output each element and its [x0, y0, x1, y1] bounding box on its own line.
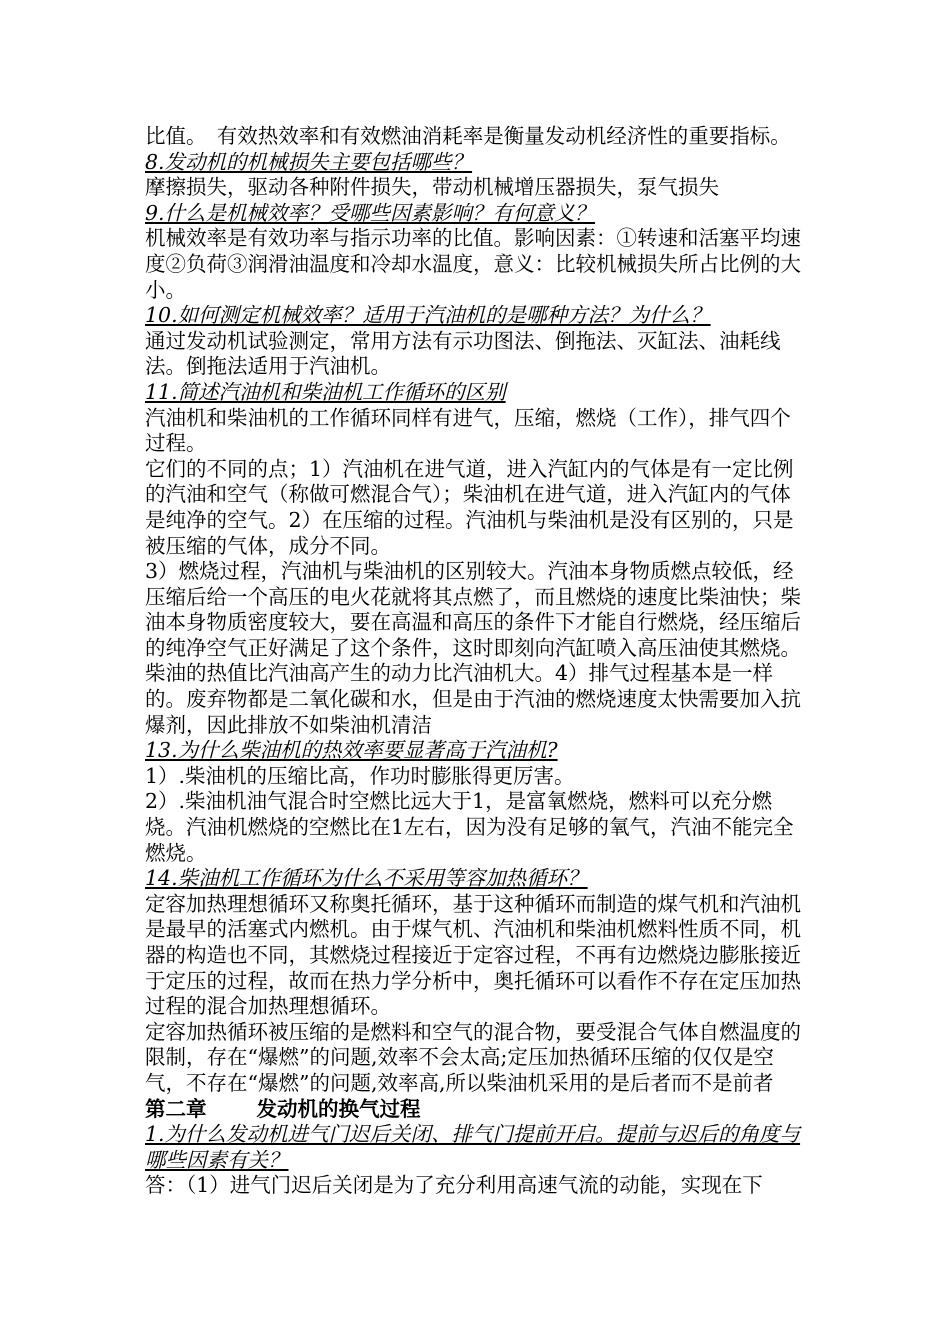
chapter-number: 第二章: [145, 1096, 207, 1121]
paragraph-text: 它们的不同的点；1）汽油机在进气道，进入汽缸内的气体是有一定比例的汽油和空气（称做可燃混合气）；柴油机在进气道，进入汽缸内的气体是纯净的空气。2）在压缩的过程。汽油机与柴油机是没有区别的，只是被压缩的气体，成分不同。: [145, 456, 794, 558]
paragraph-text: 机械效率是有效功率与指示功率的比值。影响因素：①转速和活塞平均速度②负荷③润滑油温度和冷却水温度，意义：比较机械损失所占比例的大小。: [145, 226, 801, 302]
document-body: [145, 124, 810, 1199]
paragraph-text: 比值。 有效热效率和有效燃油消耗率是衡量发动机经济性的重要指标。: [145, 124, 791, 148]
paragraph-text: 答：（1）进气门迟后关闭是为了充分利用高速气流的动能，实现在下: [145, 1173, 763, 1198]
question-heading: 1.为什么发动机进气门迟后关闭、排气门提前开启。提前与迟后的角度与哪些因素有关？: [145, 1122, 801, 1172]
paragraph-text: 摩擦损失，驱动各种附件损失，带动机械增压器损失，泵气损失: [145, 175, 719, 200]
question-heading: 9.什么是机械效率？受哪些因素影响？有何意义？: [145, 200, 596, 225]
paragraph-text: 2）.柴油机油气混合时空燃比远大于1，是富氧燃烧，燃料可以充分燃烧。汽油机燃烧的空燃比在1左右，因为没有足够的氧气，汽油不能完全燃烧。: [145, 789, 794, 865]
question-heading: 10.如何测定机械效率？适用于汽油机的是哪种方法？为什么？: [145, 303, 711, 328]
paragraph-text: 定容加热循环被压缩的是燃料和空气的混合物，要受混合气体自燃温度的限制，存在“爆燃”的问题,效率不会太高;定压加热循环压缩的仅仅是空气，不存在“爆燃”的问题,效率高,所以柴油机采用的是后者而不是前者: [145, 1019, 801, 1095]
question-heading: 11.简述汽油机和柴油机工作循环的区别: [145, 379, 506, 404]
paragraph-text: 定容加热理想循环又称奥托循环，基于这种循环而制造的煤气机和汽油机是最早的活塞式内燃机。由于煤气机、汽油机和柴油机燃料性质不同，机器的构造也不同，其燃烧过程接近于定容过程，不再有边燃烧边膨胀接近于定压的过程，故而在热力学分析中，奥托循环可以看作不存在定压加热过程的混合加热理想循环。: [145, 891, 801, 1019]
paragraph-text: 通过发动机试验测定，常用方法有示功图法、倒拖法、灭缸法、油耗线法。倒拖法适用于汽油机。: [145, 328, 781, 379]
paragraph-text: 汽油机和柴油机的工作循环同样有进气，压缩，燃烧（工作），排气四个过程。: [145, 405, 791, 456]
question-heading: 14.柴油机工作循环为什么不采用等容加热循环？: [145, 866, 588, 891]
question-heading: 13.为什么柴油机的热效率要显著高于汽油机?: [145, 738, 558, 763]
question-heading: 8.发动机的机械损失主要包括哪些？: [145, 149, 473, 174]
paragraph-text: 3）燃烧过程，汽油机与柴油机的区别较大。汽油本身物质燃点较低，经压缩后给一个高压的电火花就将其点燃了，而且燃烧的速度比柴油快；柴油本身物质密度较大，要在高温和高压的条件下才能自行燃烧，经压缩后的纯净空气正好满足了这个条件，这时即刻向汽缸喷入高压油使其燃烧。柴油的热值比汽油高产生的动力比汽油机大。4）排气过程基本是一样的。废弃物都是二氧化碳和水，但是由于汽油的燃烧速度太快需要加入抗爆剂，因此排放不如柴油机清洁: [145, 559, 801, 737]
chapter-heading: [145, 1097, 810, 1123]
chapter-title: 发动机的换气过程: [256, 1096, 421, 1121]
paragraph-text: 1）.柴油机的压缩比高，作功时膨胀得更厉害。: [145, 763, 575, 788]
